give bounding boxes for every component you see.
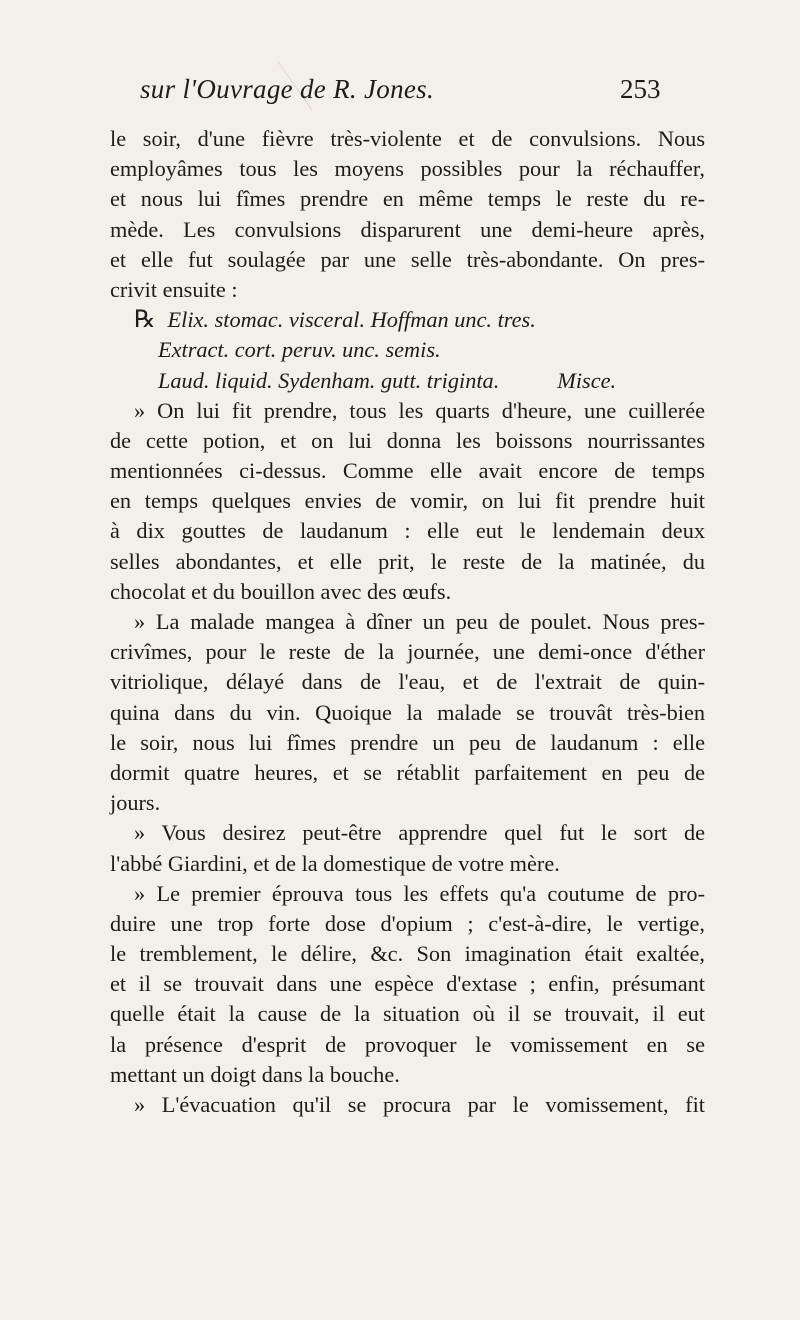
text-line: le soir, nous lui fîmes prendre un peu de laudanum : elle [110,729,705,755]
text-line: crivit ensuite : [110,276,238,302]
prescription-line [110,366,705,396]
text-line: mentionnées ci-dessus. Comme elle avait encore de temps [110,458,705,484]
running-title: sur l'Ouvrage de R. Jones. [140,74,435,104]
text-line: quina dans du vin. Quoique la malade se trouvât très-bien [110,699,705,725]
text-line: le tremblement, le délire, &c. Son imagination était exaltée, [110,941,705,967]
text-line: quelle était la cause de la situation où il se trouvait, il eut [110,1001,705,1027]
text-line: le soir, d'une fièvre très-violente et de convulsions. Nous [110,126,705,151]
text-line: en temps quelques envies de vomir, on lui fit prendre huit [110,488,705,514]
prescription-line: Extract. cort. peruv. unc. semis. [158,337,441,363]
text-line: dormit quatre heures, et se rétablit parfaitement en peu de [110,759,705,785]
prescription-text: Laud. liquid. Sydenham. gutt. triginta. [158,367,500,393]
text-line: jours. [110,790,161,816]
text-line: mède. Les convulsions disparurent une demi-heure après, [110,216,705,242]
text-line: crivîmes, pour le reste de la journée, une demi-once d'éther [110,639,705,665]
page-header [0,74,800,110]
text-line: vitriolique, délayé dans de l'eau, et de l'extrait de quin- [110,669,705,695]
body-text [110,124,705,1120]
text-line: mettant un doigt dans la bouche. [110,1061,400,1087]
text-line: selles abondantes, et elle prit, le reste de la matinée, du [110,548,705,574]
recipe-symbol-icon: ℞ [134,307,156,334]
prescription-misce: Misce. [557,367,617,393]
text-line: » Vous desirez peut-être apprendre quel fut le sort de [134,820,705,846]
prescription-line [110,305,705,335]
text-line: et il se trouvait dans une espèce d'extase ; enfin, présumant [110,971,705,997]
text-line: » On lui fit prendre, tous les quarts d'heure, une cuillerée [134,397,705,423]
text-line: » Le premier éprouva tous les effets qu'a coutume de pro- [134,880,705,906]
text-line: l'abbé Giardini, et de la domestique de votre mère. [110,850,560,876]
text-line: duire une trop forte dose d'opium ; c'est-à-dire, le vertige, [110,910,705,936]
text-line: » La malade mangea à dîner un peu de poulet. Nous pres- [134,609,705,634]
text-line: et nous lui fîmes prendre en même temps le reste du re- [110,186,705,212]
text-line: à dix gouttes de laudanum : elle eut le lendemain deux [110,518,705,544]
prescription-text: Elix. stomac. visceral. Hoffman unc. tres. [167,307,536,333]
page-number: 253 [620,74,661,104]
text-line: employâmes tous les moyens possibles pour la réchauffer, [110,156,705,182]
text-line: » L'évacuation qu'il se procura par le vomissement, fit [134,1092,705,1117]
text-line: de cette potion, et on lui donna les boissons nourrissantes [110,427,705,453]
text-line: chocolat et du bouillon avec des œufs. [110,578,452,604]
text-line: et elle fut soulagée par une selle très-abondante. On pres- [110,246,705,272]
text-line: la présence d'esprit de provoquer le vomissement en se [110,1031,705,1057]
